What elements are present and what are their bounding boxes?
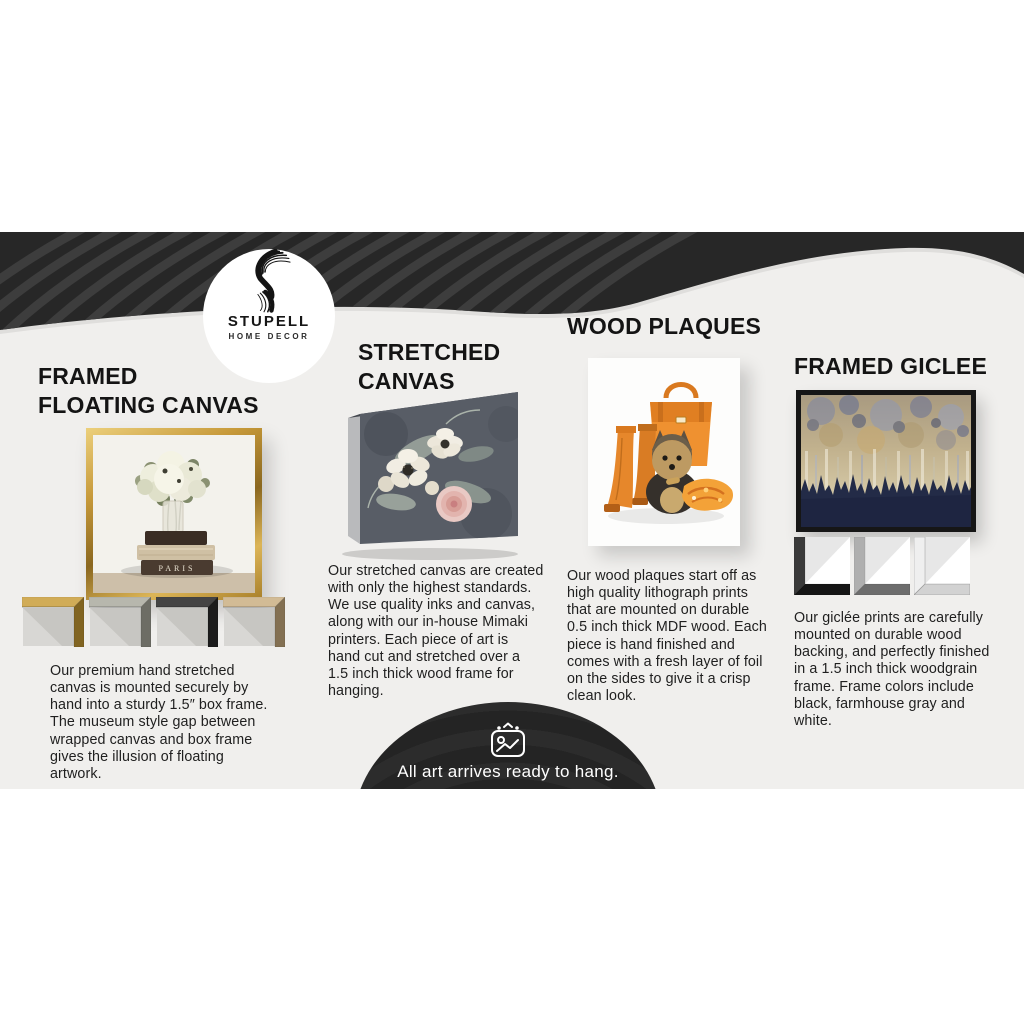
product-image-wood-plaque	[588, 358, 740, 546]
brand-tagline: HOME DECOR	[228, 332, 310, 341]
frame-swatch-black	[794, 537, 850, 595]
frame-swatch-white	[914, 537, 970, 595]
frame-swatch-black	[156, 597, 218, 647]
section-title-framed-floating-canvas	[38, 362, 259, 420]
section-description-stretched-canvas: Our stretched canvas are created with only the highest standards. We use quality inks and canvas, along with our in-house Mimaki printers. Each piece of art is hand cut and stretched over a 1.5 inch thick wood frame for hanging.	[328, 563, 544, 700]
paris-book-label: PARIS	[158, 564, 196, 573]
yorkie-fashion-artwork	[588, 358, 740, 546]
frame-finish-swatches-giclee	[794, 537, 970, 595]
title-line: CANVAS	[358, 367, 455, 394]
product-image-framed-giclee	[796, 390, 976, 532]
title-line: FLOATING CANVAS	[38, 391, 259, 418]
section-description-wood-plaques: Our wood plaques start off as high quality lithograph prints that are mounted on durable 0.5 inch thick MDF wood. Each piece is hand finished and comes with a fresh layer of foil on the sides to give it a crisp clean look.	[567, 568, 767, 705]
content-stage	[0, 232, 1024, 789]
frame-swatch-pewter	[89, 597, 151, 647]
hydrangea-artwork	[93, 435, 255, 593]
title-line: FRAMED	[38, 363, 138, 389]
frame-finish-swatches-floating	[22, 597, 285, 647]
abstract-giclee-artwork	[801, 395, 971, 527]
product-image-framed-floating-canvas	[86, 428, 262, 600]
brand-name: STUPELL	[227, 313, 311, 330]
product-image-stretched-canvas	[326, 384, 534, 564]
frame-swatch-gold	[22, 597, 84, 647]
brand-logo	[203, 249, 335, 383]
title-line: STRETCHED	[358, 339, 501, 365]
footer-message: All art arrives ready to hang.	[397, 762, 619, 781]
floral-canvas-artwork	[326, 384, 534, 564]
title-line: WOOD PLAQUES	[567, 313, 762, 339]
section-description-framed-giclee: Our giclée prints are carefully mounted on durable wood backing, and perfectly finished in a 1.5 inch thick woodgrain frame. Frame colors include black, farmhouse gray and white.	[794, 610, 990, 729]
stupell-s-swirl-icon	[238, 249, 300, 315]
blush-rose	[436, 486, 472, 522]
book-stack	[137, 531, 215, 575]
frame-swatch-farmhouse-gray	[854, 537, 910, 595]
title-line: FRAMED GICLEE	[794, 353, 987, 379]
section-description-framed-floating-canvas: Our premium hand stretched canvas is mounted securely by hand into a sturdy 1.5″ box frame. The museum style gap between wrapped canvas and box frame gives the illusion of floating artwork.	[50, 663, 268, 782]
footer-banner	[354, 702, 662, 789]
frame-swatch-champagne	[223, 597, 285, 647]
top-wave-banner	[0, 232, 1024, 344]
framed-picture-icon	[488, 722, 528, 758]
section-title-framed-giclee	[794, 352, 987, 381]
section-title-wood-plaques	[567, 312, 761, 341]
